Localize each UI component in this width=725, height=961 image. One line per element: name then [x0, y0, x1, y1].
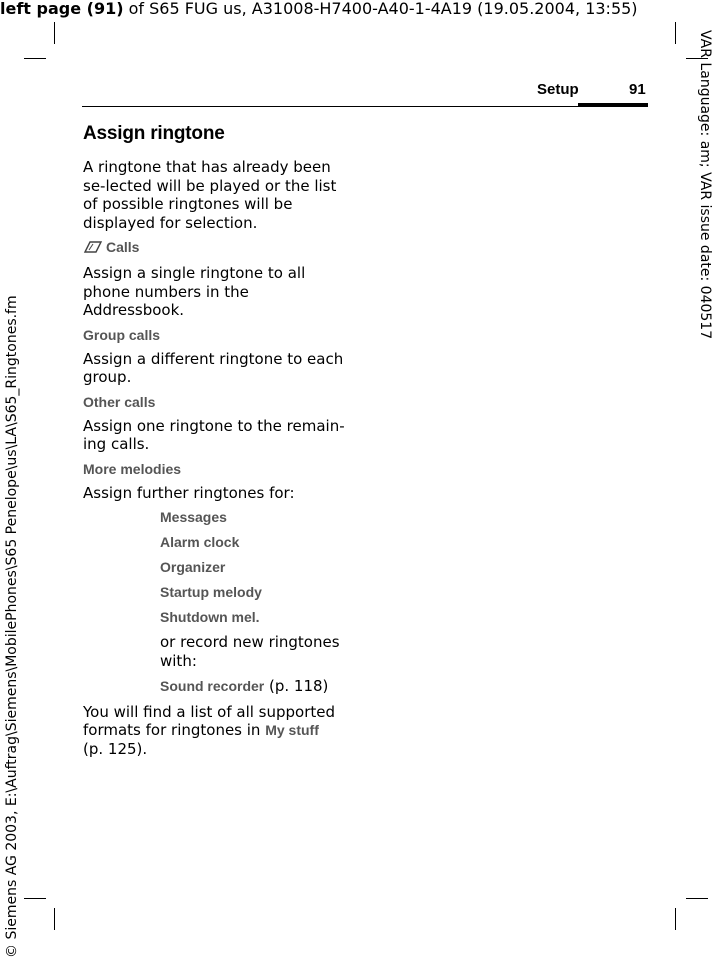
copyright-path-note: © Siemens AG 2003, E:\Auftrag\Siemens\MobilePhones\S65 Penelope\us\LA\S65_Ringtones.fm [4, 295, 20, 958]
more-melodies-text: Assign further ringtones for: [83, 483, 295, 502]
crop-mark [675, 22, 676, 44]
intro-text: A ringtone that has already been se-lected will be played or the list of possible ringtones will be displayed for selection. [83, 158, 337, 232]
header-rule [82, 106, 648, 107]
main-content [83, 122, 351, 764]
crop-mark [54, 22, 55, 44]
my-stuff-label: My stuff [265, 722, 319, 738]
other-calls-text: Assign one ringtone to the remain-ing calls. [83, 416, 345, 453]
left-page-label: left page (91) [0, 0, 124, 18]
more-melodies-label: More melodies [83, 460, 182, 477]
file-info: of S65 FUG us, A31008-H7400-A40-1-4A19 (19.05.2004, 13:55) [123, 0, 638, 18]
crop-mark [54, 908, 55, 930]
other-calls-label: Other calls [83, 393, 156, 410]
formats-page-ref: (p. 125). [83, 739, 148, 758]
group-calls-text: Assign a different ringtone to each group. [83, 349, 344, 386]
crop-mark [24, 898, 46, 899]
calls-term [83, 238, 351, 258]
list-item: Alarm clock [160, 534, 240, 550]
file-info-line [0, 0, 725, 18]
sound-recorder-ref: (p. 118) [264, 677, 329, 695]
list-item: Startup melody [160, 584, 262, 600]
list-item: Messages [160, 509, 227, 525]
sound-recorder-label: Sound recorder [160, 678, 265, 694]
crop-mark [675, 908, 676, 930]
crop-mark [24, 58, 46, 59]
list-item: Organizer [160, 559, 226, 575]
list-item: Shutdown mel. [160, 609, 260, 625]
calls-text: Assign a single ringtone to all phone numbers in the Addressbook. [83, 264, 306, 319]
section-title: Setup [537, 81, 579, 98]
var-language-note: VAR Language: am; VAR issue date: 040517 [697, 30, 713, 340]
crop-mark [686, 898, 708, 899]
page-number: 91 [629, 81, 646, 98]
supported-formats-text [83, 703, 351, 759]
page-title: Assign ringtone [83, 123, 225, 144]
header-rule-accent [578, 103, 648, 107]
record-text: or record new ringtones with: [160, 633, 340, 670]
calls-label: Calls [106, 239, 140, 255]
sound-recorder-line [160, 677, 351, 696]
formats-text: You will find a list of all supported formats for ringtones in [83, 702, 336, 739]
melody-list [160, 508, 351, 696]
group-calls-label: Group calls [83, 326, 161, 343]
addressbook-icon [83, 240, 103, 258]
